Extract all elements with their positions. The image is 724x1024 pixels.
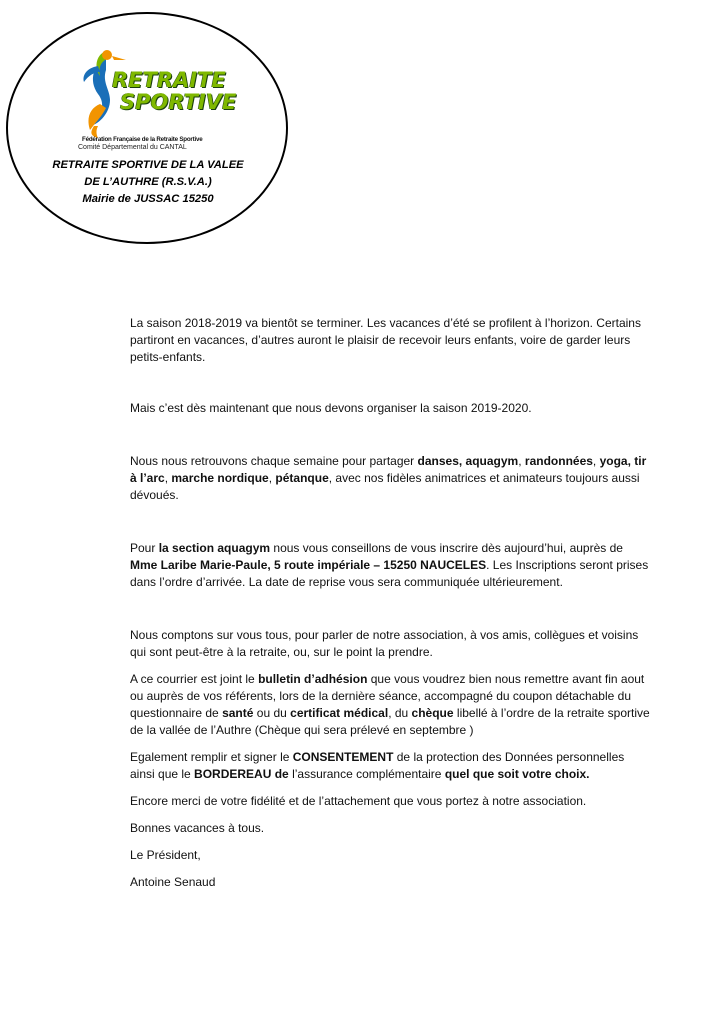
signature-name: Antoine Senaud [130, 875, 216, 889]
paragraph-promotion: Nous comptons sur vous tous, pour parler de notre association, à vos amis, collègues et voisins qui sont peut-être à la retraite, ou, sur le point la prendre. [130, 628, 639, 659]
logo-comite-text: Comité Départemental du CANTAL [78, 144, 187, 151]
club-identity [36, 157, 260, 208]
logo-federation-text: Fédération Française de la Retraite Sportive [82, 136, 203, 143]
paragraph-consent: Egalement remplir et signer le CONSENTEMENT de la protection des Données personnelles ainsi que le BORDEREAU de l’assurance complémentaire quel que soit votre choix. [130, 750, 625, 781]
paragraph-season-end: La saison 2018-2019 va bientôt se terminer. Les vacances d’été se profilent à l’horizon. Certains partiront en vacances, d’autres auront le plaisir de recevoir leurs enfants, voire de garder leurs petits-enfants. [130, 316, 641, 364]
retraite-sportive-logo [76, 46, 251, 151]
paragraph-activities: Nous nous retrouvons chaque semaine pour partager danses, aquagym, randonnées, yoga, tir à l’arc, marche nordique, pétanque, avec nos fidèles animatrices et animateurs toujours aussi dévoués. [130, 454, 647, 502]
club-address-line: Mairie de JUSSAC 15250 [82, 193, 214, 205]
logo-word-sportive: SPORTIVE [120, 90, 237, 114]
paragraph-holidays: Bonnes vacances à tous. [130, 821, 265, 835]
paragraph-next-season: Mais c’est dès maintenant que nous devons organiser la saison 2019-2020. [130, 401, 532, 415]
paragraph-thanks: Encore merci de votre fidélité et de l’attachement que vous portez à notre association. [130, 794, 587, 808]
logo-word-retraite: RETRAITE [112, 68, 226, 92]
club-name-line-1: RETRAITE SPORTIVE DE LA VALEE [52, 159, 244, 171]
signature-title: Le Président, [130, 848, 201, 862]
paragraph-aquagym: Pour la section aquagym nous vous conseillons de vous inscrire dès aujourd’hui, auprès de Mme Laribe Marie-Paule, 5 route impériale – 15250 NAUCELES. Les Inscriptions seront prises dans l’ordre d’arrivée. La date de reprise vous sera communiquée ultérieurement. [130, 541, 649, 589]
paragraph-enclosures: A ce courrier est joint le bulletin d’adhésion que vous voudrez bien nous remettre avant fin aout ou auprès de vos référents, lors de la dernière séance, accompagné du coupon détachable du questionnaire de santé ou du certificat médical, du chèque libellé à l’ordre de la retraite sportive de la vallée de l’Authre (Chèque qui sera prélevé en septembre ) [130, 672, 650, 737]
club-name-line-2: DE L’AUTHRE (R.S.V.A.) [84, 176, 212, 188]
letter-body [130, 315, 650, 891]
